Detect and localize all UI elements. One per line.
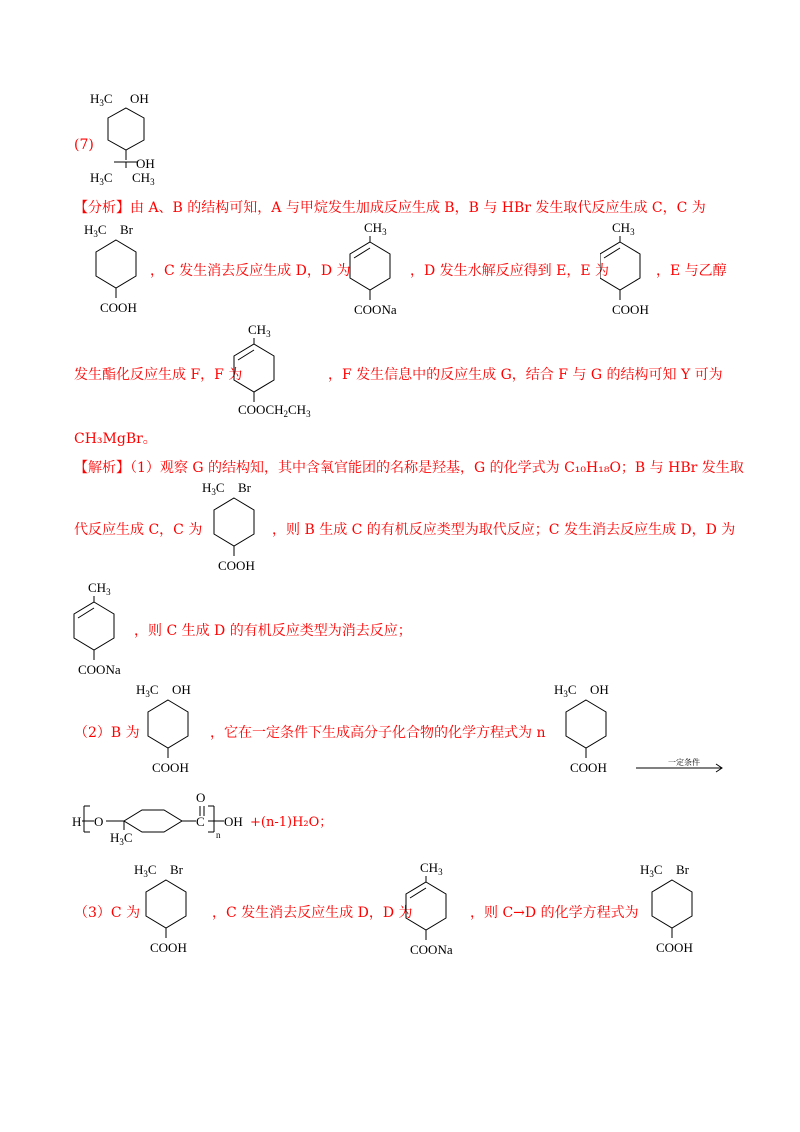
svg-text:CH3: $CH_3$ — [612, 220, 635, 237]
svg-text:H3C: $H_3C$ — [90, 170, 113, 187]
compound-d-structure — [340, 220, 420, 320]
svg-text:n: n — [216, 830, 221, 840]
analysis-line-2a: ，C 发生消去反应生成 D，D 为 — [150, 263, 351, 279]
svg-text:O: O — [196, 790, 206, 805]
svg-text:CH3: $CH_3$ — [420, 860, 443, 877]
solution-p1-line-3: ，则 C 生成 D 的有机反应类型为消去反应； — [134, 623, 412, 639]
svg-text:CH3: $CH_3$ — [248, 322, 271, 339]
analysis-line-3b: ，F 发生信息中的反应生成 G，结合 F 与 G 的结构可知 Y 可为 — [328, 367, 723, 383]
compound-f-structure — [224, 322, 334, 422]
svg-text:COONa: COONa — [78, 662, 121, 677]
solution-p1-line-2b: ，则 B 生成 C 的有机反应类型为取代反应；C 发生消去反应生成 D，D 为 — [272, 522, 736, 538]
svg-text:COOH: COOH — [152, 760, 189, 775]
svg-text:H3C: $H_3C$ — [90, 91, 113, 108]
svg-text:OH: OH — [130, 91, 149, 106]
svg-text:OH: OH — [590, 682, 609, 697]
solution-p2-a: （2）B 为 — [74, 725, 140, 741]
compound-b-structure — [132, 680, 212, 780]
svg-text:COOH: COOH — [612, 302, 649, 317]
svg-text:CH3: $CH_3$ — [364, 220, 387, 237]
svg-text:O: O — [94, 814, 104, 829]
analysis-line-4: CH₃MgBr。 — [74, 431, 157, 447]
svg-text:OH: OH — [224, 814, 243, 829]
diol-structure — [84, 88, 174, 188]
svg-text:COOH: COOH — [656, 940, 693, 955]
svg-text:C: C — [196, 814, 205, 829]
analysis-line-3a: 发生酯化反应生成 F，F 为 — [74, 367, 243, 383]
analysis-line-2b: ，D 发生水解反应得到 E，E 为 — [410, 263, 610, 279]
svg-text:一定条件: 一定条件 — [668, 758, 700, 767]
svg-text:H3C: $H_3C$ — [110, 830, 133, 847]
svg-text:H3C: $H_3C$ — [202, 480, 225, 497]
solution-p3-a: （3）C 为 — [74, 905, 141, 921]
solution-p1-line-1: 【解析】（1）观察 G 的结构知，其中含氧官能团的名称是羟基，G 的化学式为 C₁₀H₁₈O；B 与 HBr 发生取 — [74, 460, 744, 476]
svg-text:CH3: $CH_3$ — [132, 170, 155, 187]
svg-text:COONa: COONa — [354, 302, 397, 317]
solution-p3-c: ，则 C→D 的化学方程式为 — [470, 905, 639, 921]
svg-text:Br: Br — [676, 862, 689, 877]
item-7-label: (7) — [74, 137, 94, 153]
solution-p1-line-2a: 代反应生成 C，C 为 — [74, 522, 203, 538]
solution-p3-b: ，C 发生消去反应生成 D，D 为 — [212, 905, 413, 921]
compound-d-structure-2 — [64, 580, 144, 680]
svg-text:COOH: COOH — [570, 760, 607, 775]
svg-text:H3C: $H_3C$ — [84, 222, 107, 239]
compound-c-structure-2 — [198, 478, 278, 578]
svg-text:H3C: $H_3C$ — [136, 682, 159, 699]
svg-text:Br: Br — [238, 480, 251, 495]
svg-text:CH3: $CH_3$ — [88, 580, 111, 597]
compound-b-reactant-structure — [550, 680, 740, 780]
svg-text:COOH: COOH — [218, 558, 255, 573]
analysis-line-2c: ，E 与乙醇 — [656, 263, 727, 279]
solution-p2-c: +(n-1)H₂O； — [250, 815, 333, 830]
svg-text:OH: OH — [136, 156, 155, 171]
compound-c-structure — [80, 220, 160, 320]
svg-text:H3C: $H_3C$ — [134, 862, 157, 879]
svg-text:Br: Br — [170, 862, 183, 877]
svg-text:COONa: COONa — [410, 942, 453, 957]
compound-d-structure-3 — [396, 860, 476, 960]
compound-c-structure-3 — [130, 860, 210, 960]
svg-text:COOH: COOH — [100, 300, 137, 315]
svg-text:H: H — [72, 814, 82, 829]
svg-text:H3C: $H_3C$ — [640, 862, 663, 879]
svg-text:OH: OH — [172, 682, 191, 697]
svg-text:Br: Br — [120, 222, 133, 237]
svg-text:COOCH2CH3: $COOCH_2CH_3$ — [238, 402, 311, 419]
svg-text:H3C: $H_3C$ — [554, 682, 577, 699]
svg-text:COOH: COOH — [150, 940, 187, 955]
analysis-line-1: 【分析】由 A、B 的结构可知，A 与甲烷发生加成反应生成 B，B 与 HBr 发生取代反应生成 C，C 为 — [74, 200, 706, 216]
solution-p2-b: ，它在一定条件下生成高分子化合物的化学方程式为 n — [210, 725, 546, 741]
compound-c-structure-4 — [636, 860, 716, 960]
